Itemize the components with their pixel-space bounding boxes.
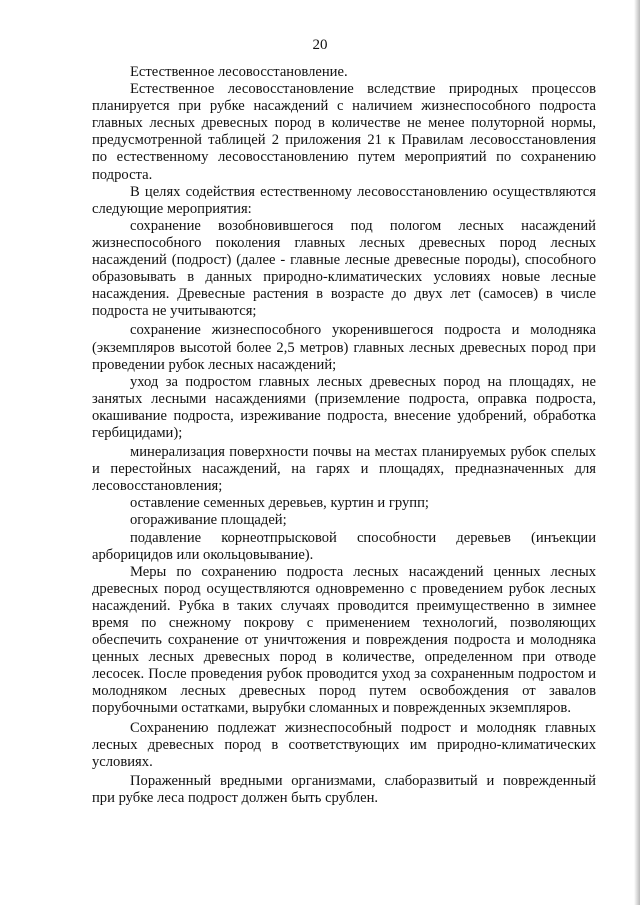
paragraph: Пораженный вредными организмами, слаборазвитый и поврежденный при рубке леса подрост должен быть срублен.: [92, 772, 596, 806]
scan-edge-shadow: [634, 0, 640, 905]
paragraph: Естественное лесовосстановление вследствие природных процессов планируется при рубке насаждений с наличием жизнеспособного подроста главных лесных древесных пород в количестве не менее полуторной нормы, предусмотренной таблицей 2 приложения 21 к Правилам лесовосстановления по естественному лесовосстановлению путем мероприятий по сохранению подроста.: [92, 81, 596, 183]
paragraph: В целях содействия естественному лесовосстановлению осуществляются следующие мероприятия:: [92, 183, 596, 217]
list-item: уход за подростом главных лесных древесных пород на площадях, не занятых лесными насаждениями (приземление подроста, оправка подроста, окашивание подроста, изреживание подроста, внесение удобрений, обработка гербицидами);: [92, 373, 596, 441]
paragraph: Сохранению подлежат жизнеспособный подрост и молодняк главных лесных древесных пород в соответствующих им природно-климатических условиях.: [92, 719, 596, 770]
list-item: огораживание площадей;: [130, 512, 287, 529]
page-number: 20: [312, 37, 328, 53]
paragraph-heading: Естественное лесовосстановление.: [130, 64, 348, 80]
list-item: минерализация поверхности почвы на местах планируемых рубок спелых и перестойных насаждений, на гарях и площадях, предназначенных для лесовосстановления;: [92, 444, 596, 495]
list-item: сохранение возобновившегося под пологом лесных насаждений жизнеспособного поколения главных лесных древесных пород лесных насаждений (подрост) (далее - главные лесные древесные породы), способного образовывать в данных природно-климатических условиях новые лесные насаждения. Древесные растения в возрасте до двух лет (самосев) в числе подроста не учитываются;: [92, 217, 596, 320]
list-item: подавление корнеотпрысковой способности деревьев (инъекции арборицидов или окольцовывание).: [92, 529, 596, 563]
paragraph: Меры по сохранению подроста лесных насаждений ценных лесных древесных пород осуществляются одновременно с проведением рубок лесных насаждений. Рубка в таких случаях проводится преимущественно в зимнее время по снежному покрову с применением технологий, позволяющих обеспечить сохранение от уничтожения и повреждения подроста и молодняка ценных лесных древесных пород в количестве, определенном при отводе лесосек. После проведения рубок проводится уход за сохраненным подростом и молодняком лесных древесных пород путем освобождения от завалов порубочными остатками, вырубки сломанных и поврежденных экземпляров.: [92, 563, 596, 717]
document-body: [92, 64, 596, 807]
list-item: оставление семенных деревьев, куртин и групп;: [130, 495, 429, 512]
list-item: сохранение жизнеспособного укоренившегося подроста и молодняка (экземпляров высотой более 2,5 метров) главных лесных древесных пород при проведении рубок лесных насаждений;: [92, 322, 596, 373]
